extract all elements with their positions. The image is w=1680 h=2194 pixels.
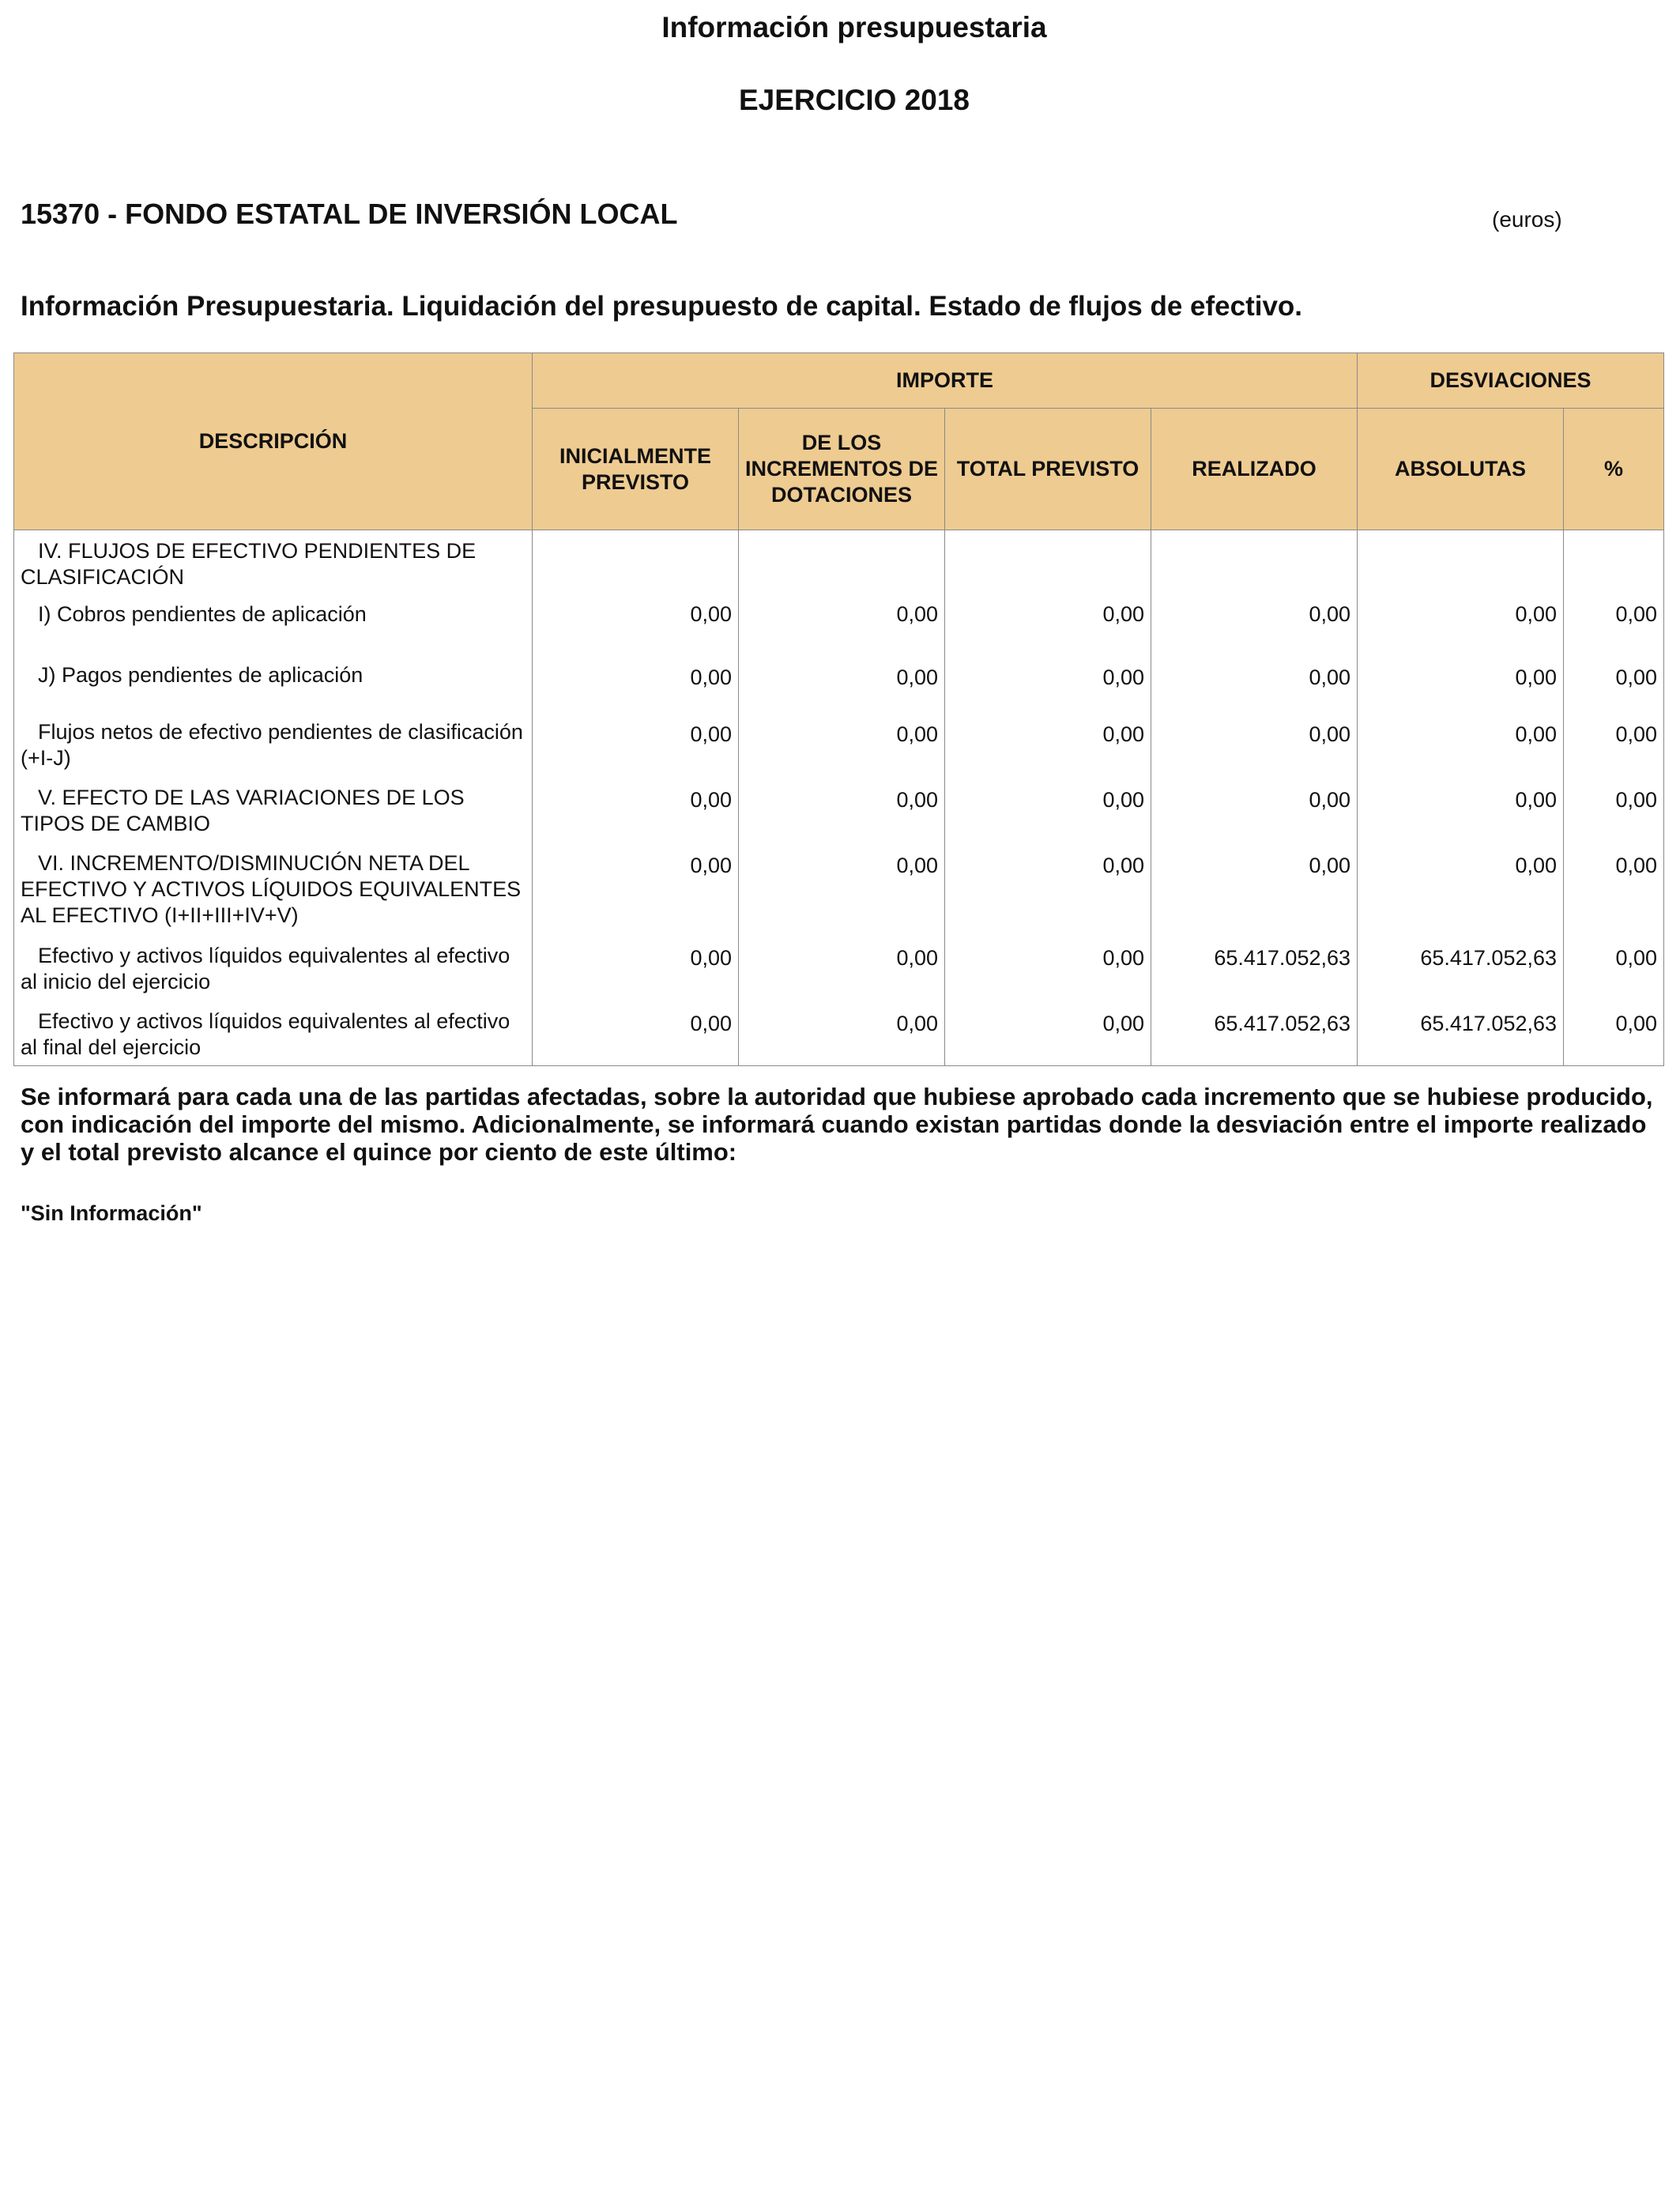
entity-name: 15370 - FONDO ESTATAL DE INVERSIÓN LOCAL xyxy=(21,198,678,230)
table-row xyxy=(14,777,1664,843)
cell-porcentaje: 0,00 xyxy=(1564,935,1664,1001)
cell-absolutas: 0,00 xyxy=(1358,654,1564,711)
row-description: J) Pagos pendientes de aplicación xyxy=(14,654,533,711)
row-description: Efectivo y activos líquidos equivalentes al efectivo al inicio del ejercicio xyxy=(14,935,533,1001)
table-row xyxy=(14,530,1664,598)
cell-incrementos: 0,00 xyxy=(739,935,945,1001)
no-information-label: "Sin Información" xyxy=(21,1201,202,1225)
cell-realizado: 0,00 xyxy=(1151,598,1358,654)
cell-absolutas: 65.417.052,63 xyxy=(1358,1001,1564,1066)
cell-absolutas: 0,00 xyxy=(1358,711,1564,777)
section-subtitle: Información Presupuestaria. Liquidación del presupuesto de capital. Estado de flujos de efectivo. xyxy=(21,291,1303,322)
cell-porcentaje: 0,00 xyxy=(1564,598,1664,654)
table-row xyxy=(14,1001,1664,1066)
row-description: VI. INCREMENTO/DISMINUCIÓN NETA DEL EFECTIVO Y ACTIVOS LÍQUIDOS EQUIVALENTES AL EFECTIVO (I+II+III+IV+V) xyxy=(14,843,533,935)
cell-inicialmente-previsto: 0,00 xyxy=(533,711,739,777)
cell-incrementos: 0,00 xyxy=(739,843,945,935)
header-porcentaje: % xyxy=(1564,409,1664,530)
table-row xyxy=(14,654,1664,711)
cell-porcentaje xyxy=(1564,530,1664,598)
cell-total-previsto: 0,00 xyxy=(945,598,1151,654)
cell-inicialmente-previsto: 0,00 xyxy=(533,654,739,711)
header-desviaciones: DESVIACIONES xyxy=(1358,353,1664,409)
table-row xyxy=(14,935,1664,1001)
header-descripcion: DESCRIPCIÓN xyxy=(14,353,533,530)
cell-porcentaje: 0,00 xyxy=(1564,843,1664,935)
cell-incrementos: 0,00 xyxy=(739,1001,945,1066)
cell-inicialmente-previsto: 0,00 xyxy=(533,1001,739,1066)
header-realizado: REALIZADO xyxy=(1151,409,1358,530)
cell-total-previsto xyxy=(945,530,1151,598)
cell-realizado: 65.417.052,63 xyxy=(1151,1001,1358,1066)
header-incrementos: DE LOS INCREMENTOS DE DOTACIONES xyxy=(739,409,945,530)
cell-porcentaje: 0,00 xyxy=(1564,654,1664,711)
page-title: Información presupuestaria xyxy=(661,11,1047,43)
row-description: I) Cobros pendientes de aplicación xyxy=(14,598,533,654)
cell-incrementos: 0,00 xyxy=(739,777,945,843)
cell-total-previsto: 0,00 xyxy=(945,935,1151,1001)
cell-absolutas: 65.417.052,63 xyxy=(1358,935,1564,1001)
cell-total-previsto: 0,00 xyxy=(945,843,1151,935)
cell-inicialmente-previsto xyxy=(533,530,739,598)
table-row xyxy=(14,598,1664,654)
cell-total-previsto: 0,00 xyxy=(945,711,1151,777)
row-description: Efectivo y activos líquidos equivalentes al efectivo al final del ejercicio xyxy=(14,1001,533,1066)
row-description: Flujos netos de efectivo pendientes de clasificación (+I-J) xyxy=(14,711,533,777)
header-total-previsto: TOTAL PREVISTO xyxy=(945,409,1151,530)
cell-inicialmente-previsto: 0,00 xyxy=(533,598,739,654)
cell-realizado: 65.417.052,63 xyxy=(1151,935,1358,1001)
cash-flow-table xyxy=(13,352,1664,1066)
cell-total-previsto: 0,00 xyxy=(945,654,1151,711)
cell-incrementos: 0,00 xyxy=(739,598,945,654)
cell-realizado: 0,00 xyxy=(1151,711,1358,777)
cell-absolutas: 0,00 xyxy=(1358,777,1564,843)
cell-porcentaje: 0,00 xyxy=(1564,1001,1664,1066)
header-absolutas: ABSOLUTAS xyxy=(1358,409,1564,530)
row-description: V. EFECTO DE LAS VARIACIONES DE LOS TIPOS DE CAMBIO xyxy=(14,777,533,843)
cell-absolutas xyxy=(1358,530,1564,598)
header-importe: IMPORTE xyxy=(533,353,1358,409)
cell-realizado: 0,00 xyxy=(1151,843,1358,935)
exercise-year: EJERCICIO 2018 xyxy=(738,84,970,116)
cell-porcentaje: 0,00 xyxy=(1564,711,1664,777)
cell-incrementos: 0,00 xyxy=(739,711,945,777)
cell-incrementos xyxy=(739,530,945,598)
cell-realizado xyxy=(1151,530,1358,598)
cell-absolutas: 0,00 xyxy=(1358,598,1564,654)
table-row xyxy=(14,711,1664,777)
cell-porcentaje: 0,00 xyxy=(1564,777,1664,843)
cell-realizado: 0,00 xyxy=(1151,777,1358,843)
cell-incrementos: 0,00 xyxy=(739,654,945,711)
footnote: Se informará para cada una de las partidas afectadas, sobre la autoridad que hubiese aprobado cada incremento que se hubiese producido, con indicación del importe del mismo. Adicionalmente, se informará cuando existan partidas donde la desviación entre el importe realizado y el total previsto alcance el quince por ciento de este último: xyxy=(21,1083,1653,1166)
cell-total-previsto: 0,00 xyxy=(945,1001,1151,1066)
cell-inicialmente-previsto: 0,00 xyxy=(533,935,739,1001)
row-description: IV. FLUJOS DE EFECTIVO PENDIENTES DE CLASIFICACIÓN xyxy=(14,530,533,598)
cell-realizado: 0,00 xyxy=(1151,654,1358,711)
header-inicialmente-previsto: INICIALMENTE PREVISTO xyxy=(533,409,739,530)
table-row xyxy=(14,843,1664,935)
units-label: (euros) xyxy=(1492,207,1562,232)
cell-inicialmente-previsto: 0,00 xyxy=(533,777,739,843)
cell-absolutas: 0,00 xyxy=(1358,843,1564,935)
cell-inicialmente-previsto: 0,00 xyxy=(533,843,739,935)
cell-total-previsto: 0,00 xyxy=(945,777,1151,843)
